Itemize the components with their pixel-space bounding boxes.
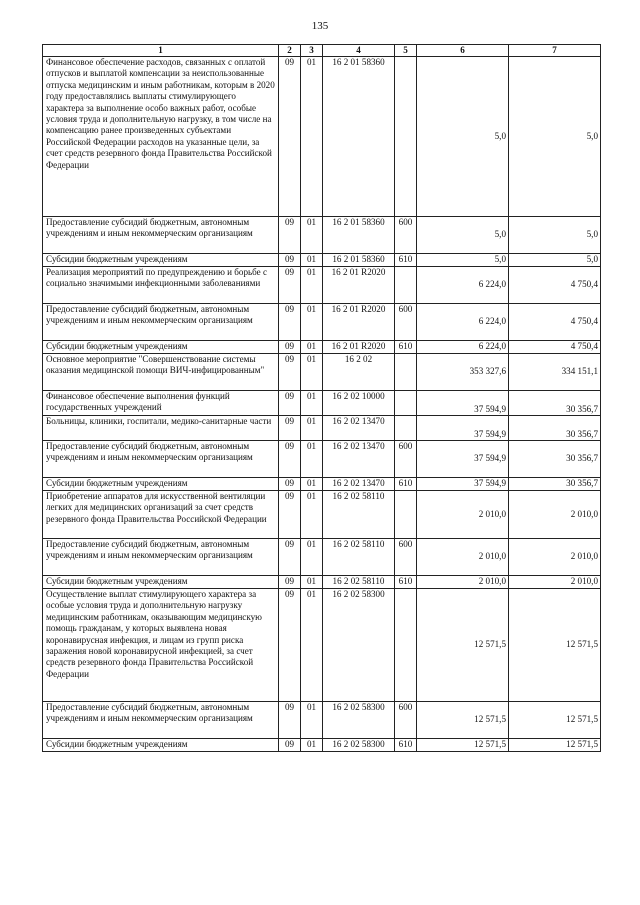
row-name: Субсидии бюджетным учреждениям [43,254,279,267]
row-subsection: 01 [301,478,323,491]
row-section: 09 [279,589,301,702]
row-expense-type: 600 [395,217,417,254]
row-section: 09 [279,354,301,391]
row-expense-type: 600 [395,441,417,478]
row-amount-plan: 5,0 [417,57,509,217]
column-header: 1 [43,45,279,57]
row-target-code: 16 2 02 58300 [323,702,395,739]
row-amount-actual: 30 356,7 [509,391,601,416]
row-name: Предоставление субсидий бюджетным, автономным учреждениям и иным некоммерческим организациям [43,304,279,341]
row-section: 09 [279,57,301,217]
row-expense-type [395,267,417,304]
budget-table [42,44,601,752]
table-row [43,491,601,539]
row-amount-actual: 5,0 [509,254,601,267]
row-expense-type [395,57,417,217]
row-name: Предоставление субсидий бюджетным, автономным учреждениям и иным некоммерческим организациям [43,539,279,576]
row-target-code: 16 2 01 58360 [323,57,395,217]
row-amount-actual: 30 356,7 [509,478,601,491]
row-target-code: 16 2 01 58360 [323,254,395,267]
row-name: Финансовое обеспечение расходов, связанных с оплатой отпусков и выплатой компенсации за неиспользованные отпуска медицинским и иным работникам, которым в 2020 году предоставлялись выплаты стимулирующего характера за выполнение особо важных работ, особые условия труда и дополнительную нагрузку, в том числе на компенсацию ранее произведенных субъектами Российской Федерации расходов на указанные цели, за счет средств резервного фонда Правительства Российской Федерации [43,57,279,217]
row-amount-plan: 12 571,5 [417,739,509,752]
row-name: Реализация мероприятий по предупреждению и борьбе с социально значимыми инфекционными заболеваниями [43,267,279,304]
row-target-code: 16 2 02 10000 [323,391,395,416]
row-amount-actual: 12 571,5 [509,702,601,739]
row-name: Субсидии бюджетным учреждениям [43,341,279,354]
row-expense-type: 610 [395,576,417,589]
row-amount-actual: 2 010,0 [509,576,601,589]
row-amount-plan: 37 594,9 [417,441,509,478]
table-header-row [43,45,601,57]
table-row [43,304,601,341]
row-amount-plan: 12 571,5 [417,702,509,739]
row-section: 09 [279,576,301,589]
row-subsection: 01 [301,589,323,702]
row-amount-plan: 5,0 [417,217,509,254]
row-amount-plan: 37 594,9 [417,416,509,441]
row-section: 09 [279,739,301,752]
row-amount-plan: 2 010,0 [417,539,509,576]
row-subsection: 01 [301,739,323,752]
row-subsection: 01 [301,491,323,539]
row-amount-actual: 30 356,7 [509,416,601,441]
row-section: 09 [279,416,301,441]
row-target-code: 16 2 02 13470 [323,441,395,478]
row-amount-plan: 2 010,0 [417,491,509,539]
row-amount-plan: 353 327,6 [417,354,509,391]
row-section: 09 [279,217,301,254]
table-row [43,57,601,217]
row-name: Предоставление субсидий бюджетным, автономным учреждениям и иным некоммерческим организациям [43,217,279,254]
table-row [43,354,601,391]
page-number: 135 [311,20,329,32]
row-amount-actual: 334 151,1 [509,354,601,391]
row-expense-type: 600 [395,702,417,739]
row-name: Субсидии бюджетным учреждениям [43,478,279,491]
row-name: Осуществление выплат стимулирующего характера за особые условия труда и дополнительную нагрузку медицинским работникам, оказывающим медицинскую помощь гражданам, у которых выявлена новая коронавирусная инфекция, и лицам из групп риска заражения новой коронавирусной инфекцией, за счет средств резервного фонда Правительства Российской Федерации [43,589,279,702]
table-row [43,576,601,589]
row-expense-type: 610 [395,341,417,354]
row-target-code: 16 2 01 R2020 [323,341,395,354]
column-header: 6 [417,45,509,57]
row-subsection: 01 [301,576,323,589]
row-expense-type [395,416,417,441]
row-amount-actual: 12 571,5 [509,739,601,752]
row-subsection: 01 [301,416,323,441]
row-target-code: 16 2 02 58110 [323,576,395,589]
row-target-code: 16 2 02 58300 [323,739,395,752]
row-name: Финансовое обеспечение выполнения функций государственных учреждений [43,391,279,416]
row-target-code: 16 2 01 R2020 [323,304,395,341]
row-subsection: 01 [301,57,323,217]
row-section: 09 [279,304,301,341]
row-name: Приобретение аппаратов для искусственной вентиляции легких для медицинских организаций за счет средств резервного фонда Правительства Российской Федерации [43,491,279,539]
column-header: 2 [279,45,301,57]
row-target-code: 16 2 02 13470 [323,478,395,491]
row-target-code: 16 2 02 58110 [323,491,395,539]
row-target-code: 16 2 02 58300 [323,589,395,702]
table-row [43,217,601,254]
row-name: Больницы, клиники, госпитали, медико-санитарные части [43,416,279,441]
row-amount-actual: 4 750,4 [509,341,601,354]
row-name: Субсидии бюджетным учреждениям [43,576,279,589]
table-row [43,341,601,354]
row-amount-plan: 37 594,9 [417,478,509,491]
row-amount-plan: 6 224,0 [417,304,509,341]
row-target-code: 16 2 02 58110 [323,539,395,576]
row-amount-plan: 12 571,5 [417,589,509,702]
row-section: 09 [279,702,301,739]
row-subsection: 01 [301,254,323,267]
row-subsection: 01 [301,391,323,416]
row-amount-plan: 5,0 [417,254,509,267]
row-subsection: 01 [301,341,323,354]
row-expense-type [395,589,417,702]
row-section: 09 [279,254,301,267]
row-expense-type: 600 [395,304,417,341]
row-section: 09 [279,391,301,416]
row-name: Предоставление субсидий бюджетным, автономным учреждениям и иным некоммерческим организациям [43,702,279,739]
row-section: 09 [279,267,301,304]
table-row [43,478,601,491]
row-amount-actual: 5,0 [509,57,601,217]
row-amount-plan: 6 224,0 [417,267,509,304]
row-name: Предоставление субсидий бюджетным, автономным учреждениям и иным некоммерческим организациям [43,441,279,478]
row-amount-actual: 2 010,0 [509,491,601,539]
row-expense-type [395,491,417,539]
row-section: 09 [279,341,301,354]
table-row [43,441,601,478]
row-section: 09 [279,441,301,478]
row-expense-type [395,391,417,416]
table-row [43,416,601,441]
row-amount-plan: 37 594,9 [417,391,509,416]
row-subsection: 01 [301,304,323,341]
row-expense-type: 600 [395,539,417,576]
row-subsection: 01 [301,217,323,254]
table-row [43,739,601,752]
column-header: 5 [395,45,417,57]
row-amount-actual: 4 750,4 [509,267,601,304]
column-header: 7 [509,45,601,57]
column-header: 3 [301,45,323,57]
row-target-code: 16 2 02 13470 [323,416,395,441]
table-row [43,589,601,702]
row-amount-actual: 5,0 [509,217,601,254]
row-expense-type [395,354,417,391]
row-subsection: 01 [301,539,323,576]
row-section: 09 [279,478,301,491]
table-row [43,391,601,416]
row-amount-plan: 6 224,0 [417,341,509,354]
row-subsection: 01 [301,702,323,739]
row-section: 09 [279,539,301,576]
table-row [43,267,601,304]
row-section: 09 [279,491,301,539]
row-expense-type: 610 [395,254,417,267]
row-amount-actual: 2 010,0 [509,539,601,576]
row-amount-plan: 2 010,0 [417,576,509,589]
row-expense-type: 610 [395,739,417,752]
table-row [43,254,601,267]
row-subsection: 01 [301,267,323,304]
row-target-code: 16 2 01 58360 [323,217,395,254]
row-target-code: 16 2 02 [323,354,395,391]
row-amount-actual: 4 750,4 [509,304,601,341]
row-expense-type: 610 [395,478,417,491]
row-name: Основное мероприятие "Совершенствование системы оказания медицинской помощи ВИЧ-инфицированным" [43,354,279,391]
table-row [43,702,601,739]
column-header: 4 [323,45,395,57]
table-row [43,539,601,576]
row-amount-actual: 30 356,7 [509,441,601,478]
row-subsection: 01 [301,441,323,478]
row-name: Субсидии бюджетным учреждениям [43,739,279,752]
row-amount-actual: 12 571,5 [509,589,601,702]
row-subsection: 01 [301,354,323,391]
row-target-code: 16 2 01 R2020 [323,267,395,304]
